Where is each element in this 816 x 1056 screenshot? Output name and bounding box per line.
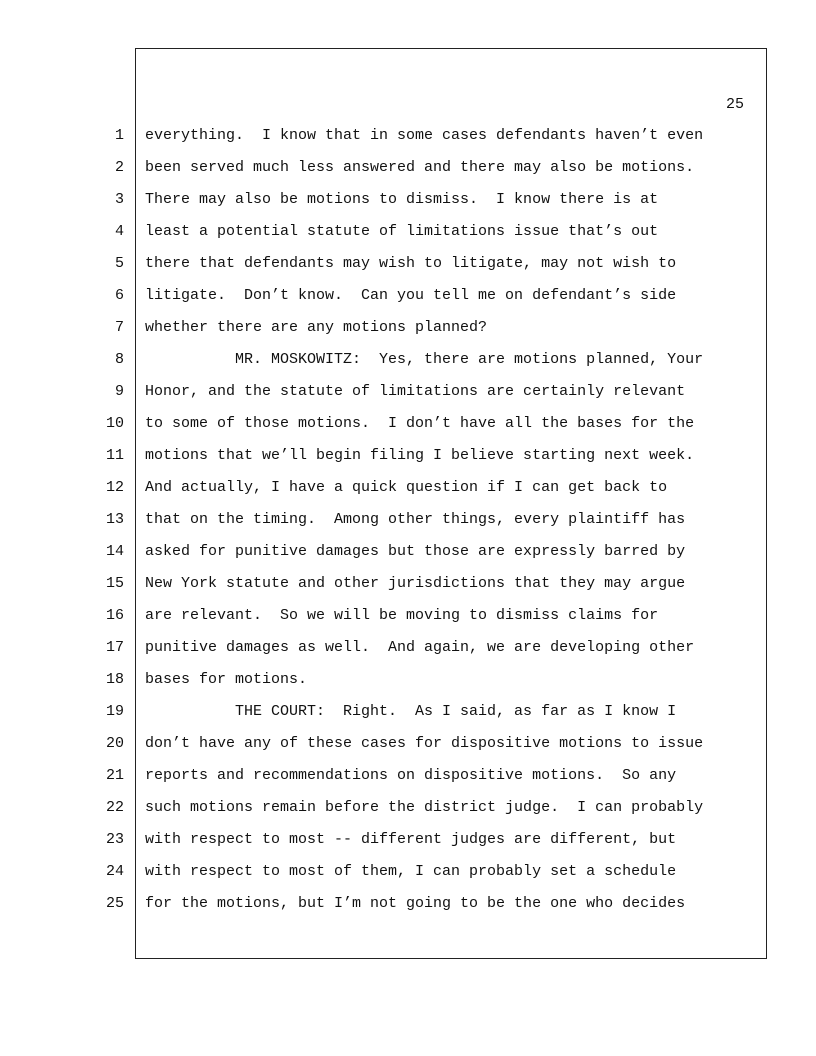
transcript-line — [0, 351, 816, 383]
transcript-line — [0, 319, 816, 351]
transcript-line — [0, 671, 816, 703]
transcript-line — [0, 607, 816, 639]
transcript-line — [0, 767, 816, 799]
line-number: 18 — [105, 671, 124, 688]
line-number: 1 — [114, 127, 124, 144]
transcript-line — [0, 863, 816, 895]
line-number: 11 — [105, 447, 124, 464]
transcript-line — [0, 223, 816, 255]
transcript-line — [0, 159, 816, 191]
line-number: 15 — [105, 575, 124, 592]
line-number: 24 — [105, 863, 124, 880]
line-number: 17 — [105, 639, 124, 656]
line-number: 21 — [105, 767, 124, 784]
line-number: 6 — [114, 287, 124, 304]
line-text: such motions remain before the district judge. I can probably — [145, 799, 704, 816]
transcript-line — [0, 799, 816, 831]
line-number: 5 — [114, 255, 124, 272]
line-text: least a potential statute of limitations issue that’s out — [145, 223, 659, 240]
transcript-line — [0, 127, 816, 159]
line-text: reports and recommendations on dispositive motions. So any — [145, 767, 677, 784]
line-number: 3 — [114, 191, 124, 208]
line-number: 23 — [105, 831, 124, 848]
transcript-line — [0, 703, 816, 735]
transcript-line — [0, 287, 816, 319]
line-text: punitive damages as well. And again, we are developing other — [145, 639, 695, 656]
transcript-line — [0, 511, 816, 543]
line-text: everything. I know that in some cases defendants haven’t even — [145, 127, 704, 144]
line-text: that on the timing. Among other things, every plaintiff has — [145, 511, 686, 528]
line-text: New York statute and other jurisdictions that they may argue — [145, 575, 686, 592]
transcript-lines — [0, 127, 816, 927]
line-text: don’t have any of these cases for dispositive motions to issue — [145, 735, 704, 752]
transcript-line — [0, 831, 816, 863]
line-text: with respect to most of them, I can probably set a schedule — [145, 863, 677, 880]
transcript-line — [0, 543, 816, 575]
line-number: 13 — [105, 511, 124, 528]
line-number: 20 — [105, 735, 124, 752]
line-number: 12 — [105, 479, 124, 496]
line-text: And actually, I have a quick question if I can get back to — [145, 479, 668, 496]
transcript-line — [0, 415, 816, 447]
line-text: MR. MOSKOWITZ: Yes, there are motions planned, Your — [145, 351, 704, 368]
line-text: been served much less answered and there may also be motions. — [145, 159, 695, 176]
line-number: 7 — [114, 319, 124, 336]
line-text: litigate. Don’t know. Can you tell me on defendant’s side — [145, 287, 677, 304]
transcript-line — [0, 447, 816, 479]
line-text: there that defendants may wish to litigate, may not wish to — [145, 255, 677, 272]
line-text: with respect to most -- different judges are different, but — [145, 831, 677, 848]
transcript-line — [0, 383, 816, 415]
line-number: 10 — [105, 415, 124, 432]
line-text: THE COURT: Right. As I said, as far as I know I — [145, 703, 677, 720]
line-text: There may also be motions to dismiss. I know there is at — [145, 191, 659, 208]
line-text: are relevant. So we will be moving to dismiss claims for — [145, 607, 659, 624]
line-text: bases for motions. — [145, 671, 308, 688]
line-number: 19 — [105, 703, 124, 720]
page-number: 25 — [725, 96, 744, 113]
line-number: 8 — [114, 351, 124, 368]
transcript-line — [0, 191, 816, 223]
line-text: Honor, and the statute of limitations are certainly relevant — [145, 383, 686, 400]
transcript-line — [0, 639, 816, 671]
line-number: 22 — [105, 799, 124, 816]
transcript-line — [0, 479, 816, 511]
transcript-line — [0, 895, 816, 927]
line-text: to some of those motions. I don’t have all the bases for the — [145, 415, 695, 432]
transcript-line — [0, 575, 816, 607]
line-text: for the motions, but I’m not going to be the one who decides — [145, 895, 686, 912]
line-number: 16 — [105, 607, 124, 624]
line-text: whether there are any motions planned? — [145, 319, 488, 336]
line-text: asked for punitive damages but those are expressly barred by — [145, 543, 686, 560]
transcript-line — [0, 735, 816, 767]
line-number: 14 — [105, 543, 124, 560]
line-number: 9 — [114, 383, 124, 400]
line-number: 2 — [114, 159, 124, 176]
line-text: motions that we’ll begin filing I believe starting next week. — [145, 447, 695, 464]
line-number: 4 — [114, 223, 124, 240]
transcript-line — [0, 255, 816, 287]
line-number: 25 — [105, 895, 124, 912]
